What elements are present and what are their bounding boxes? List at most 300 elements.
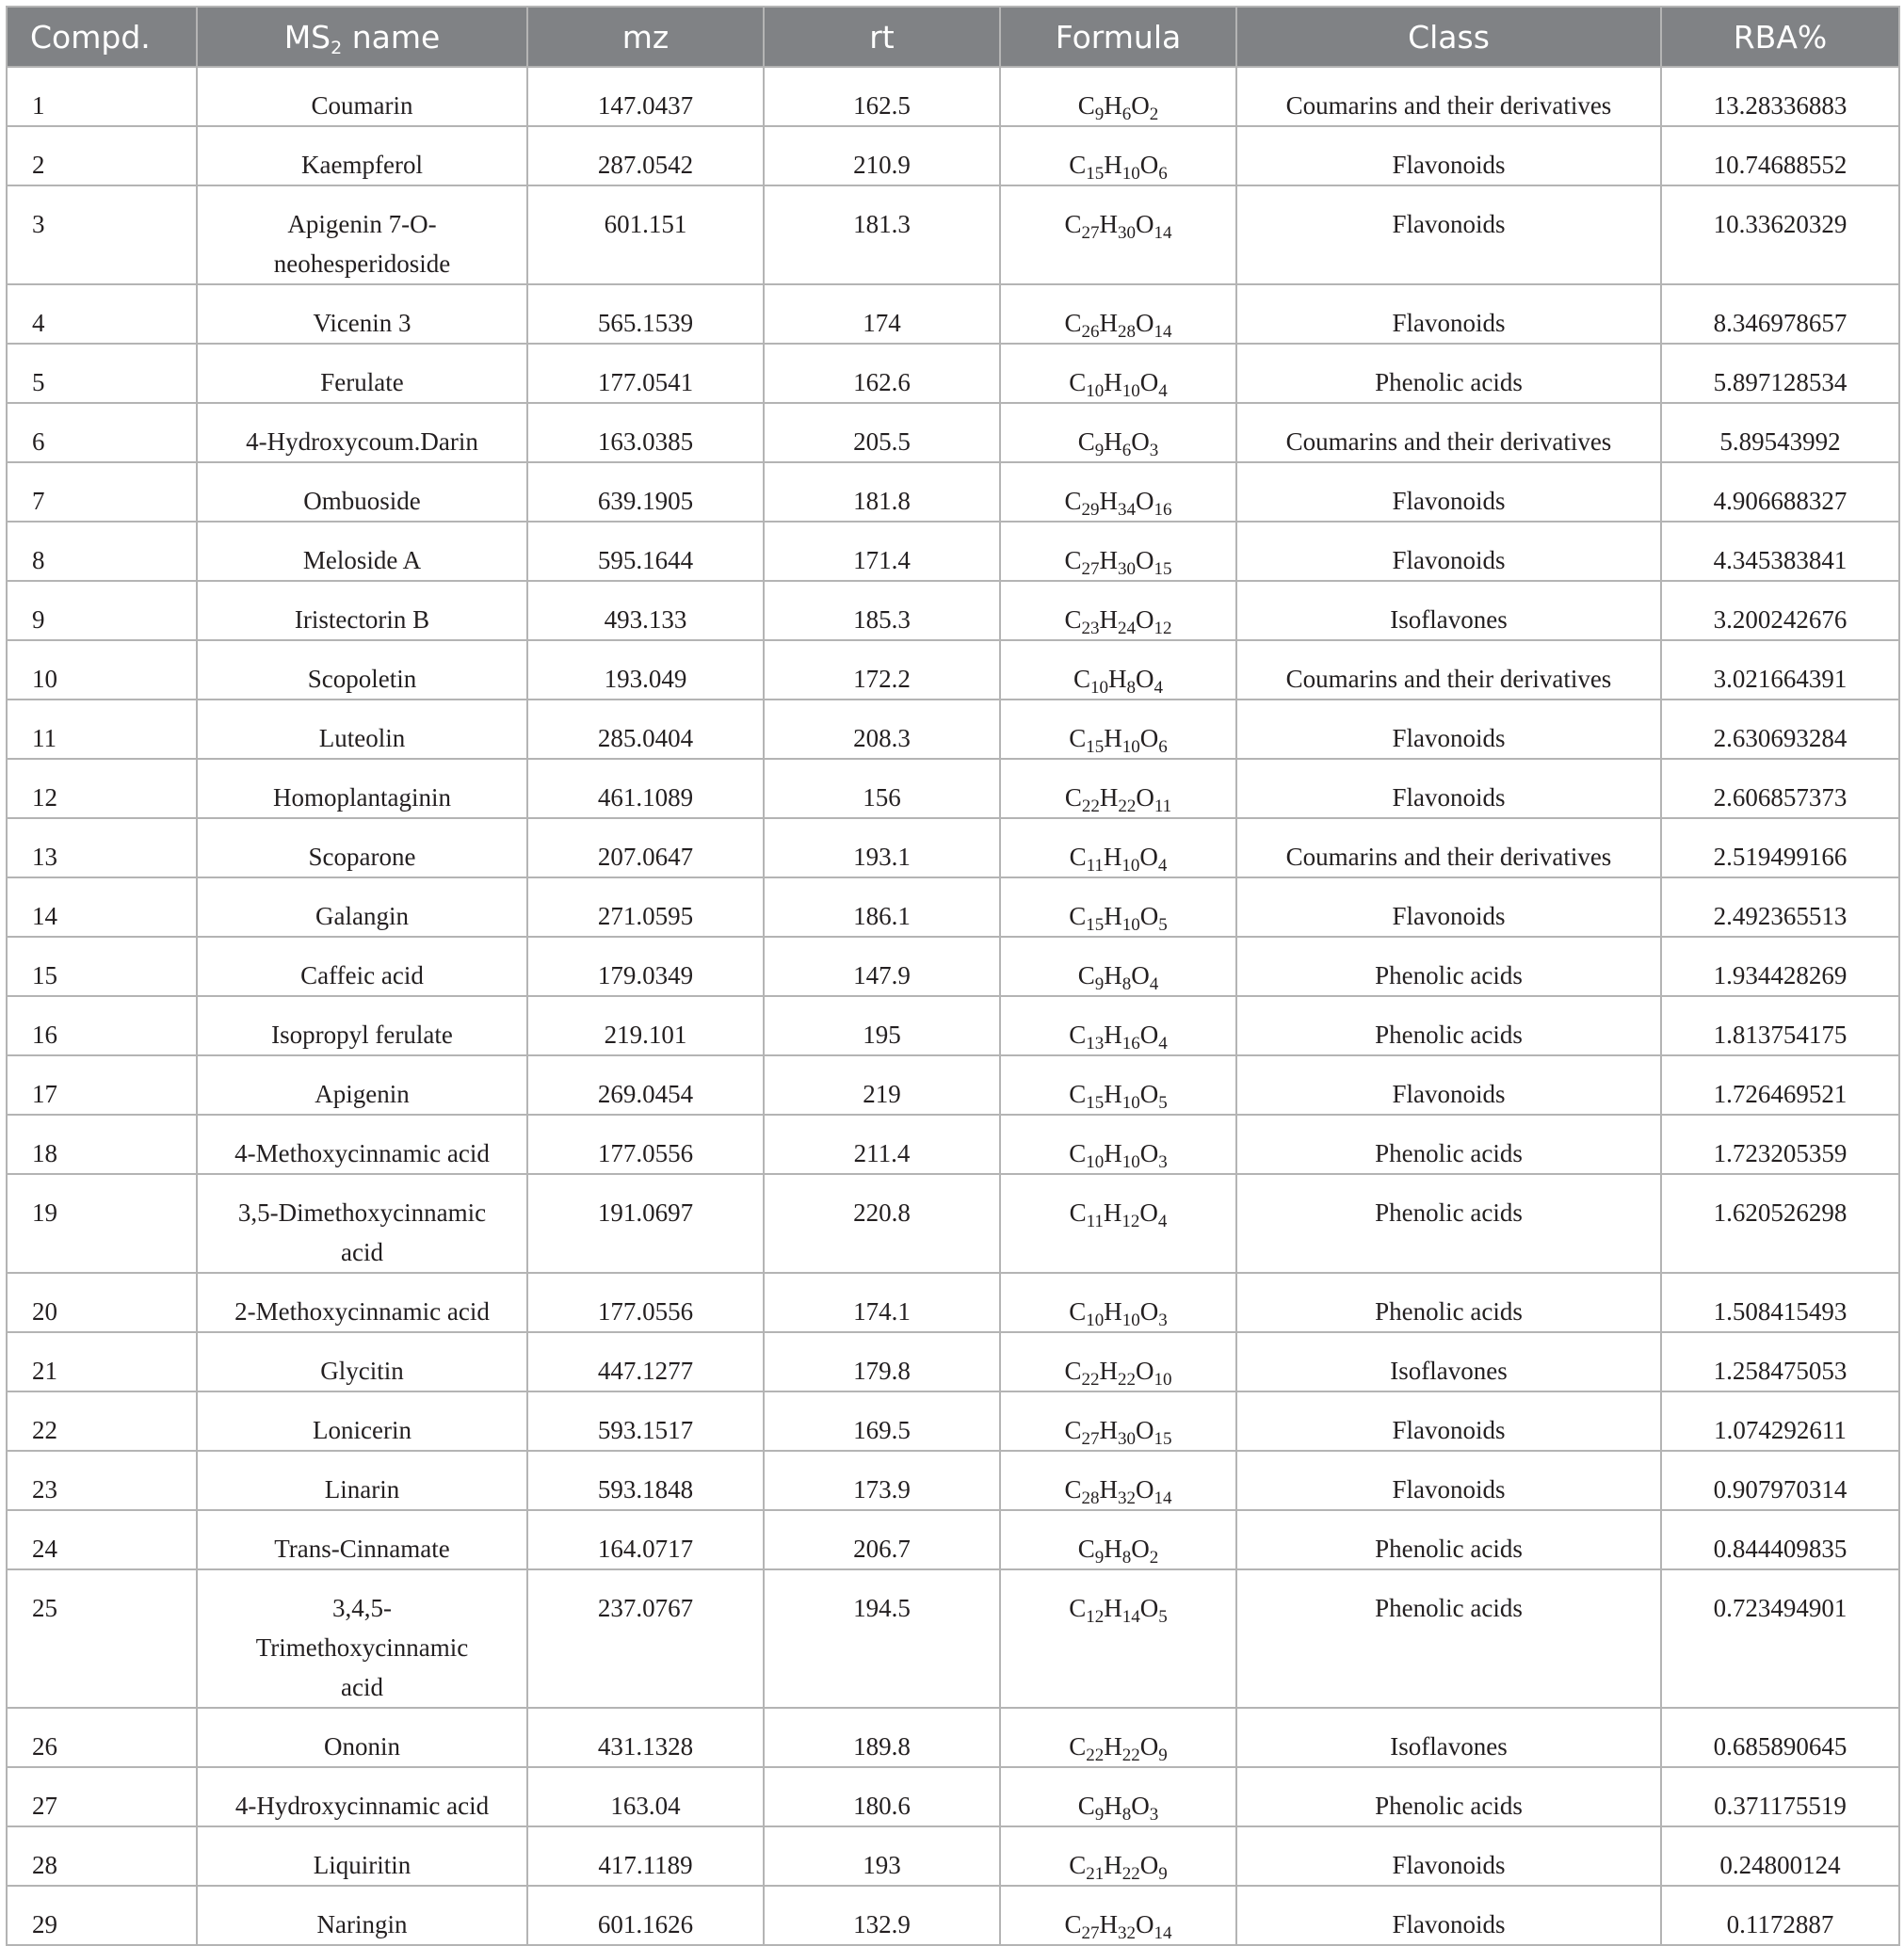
cell-mz: 417.1189: [527, 1826, 764, 1886]
formula-element: O: [1131, 91, 1150, 120]
formula-element: O: [1139, 724, 1159, 752]
cell-formula: [1000, 1451, 1236, 1510]
formula-count: 27: [1081, 223, 1100, 243]
table-row: [7, 1391, 1899, 1451]
formula-element: H: [1104, 1535, 1122, 1563]
cell-class: Phenolic acids: [1236, 1174, 1661, 1273]
cell-class: Phenolic acids: [1236, 996, 1661, 1055]
formula-count: 12: [1154, 619, 1172, 638]
formula-count: 12: [1121, 1212, 1140, 1231]
header-ms2-subscript: 2: [331, 37, 343, 58]
cell-name: 4-Methoxycinnamic acid: [197, 1115, 527, 1174]
cell-formula: [1000, 1391, 1236, 1451]
cell-name: Liquiritin: [197, 1826, 527, 1886]
formula-element: O: [1136, 546, 1154, 574]
cell-mz: 177.0556: [527, 1273, 764, 1332]
cell-name: Meloside A: [197, 522, 527, 581]
cell-mz: 601.1626: [527, 1886, 764, 1945]
cell-compd: 4: [7, 284, 197, 344]
formula-element: H: [1099, 783, 1119, 812]
formula-count: 6: [1158, 164, 1168, 184]
table-row: [7, 640, 1899, 700]
cell-compd: 13: [7, 818, 197, 877]
cell-name: Linarin: [197, 1451, 527, 1510]
cell-mz: 269.0454: [527, 1055, 764, 1115]
formula-element: C: [1069, 1851, 1087, 1879]
formula-count: 9: [1094, 1548, 1105, 1568]
formula-count: 10: [1086, 1311, 1105, 1330]
cell-name: Caffeic acid: [197, 937, 527, 996]
table-row: [7, 403, 1899, 462]
cell-name: Ononin: [197, 1708, 527, 1767]
cell-compd: 1: [7, 67, 197, 126]
cell-mz: 237.0767: [527, 1569, 764, 1708]
formula-element: C: [1077, 961, 1095, 989]
cell-name: Vicenin 3: [197, 284, 527, 344]
cell-mz: 447.1277: [527, 1332, 764, 1391]
cell-class: Isoflavones: [1236, 1708, 1661, 1767]
cell-compd: 2: [7, 126, 197, 185]
cell-formula: [1000, 700, 1236, 759]
table-row: [7, 1569, 1899, 1708]
cell-class: Coumarins and their derivatives: [1236, 67, 1661, 126]
cell-rba: 2.519499166: [1661, 818, 1899, 877]
table-body: [7, 67, 1899, 1945]
table-row: [7, 1273, 1899, 1332]
formula-element: O: [1131, 1535, 1150, 1563]
cell-formula: [1000, 1569, 1236, 1708]
formula-count: 9: [1094, 1805, 1105, 1825]
cell-compd: 14: [7, 877, 197, 937]
formula-element: O: [1139, 1021, 1159, 1049]
table-row: [7, 284, 1899, 344]
cell-name: Scoparone: [197, 818, 527, 877]
cell-mz: 593.1848: [527, 1451, 764, 1510]
cell-rba: 0.844409835: [1661, 1510, 1899, 1569]
cell-rt: 181.8: [764, 462, 1000, 522]
cell-name: Isopropyl ferulate: [197, 996, 527, 1055]
formula-count: 10: [1086, 1152, 1105, 1172]
cell-rba: 3.200242676: [1661, 581, 1899, 640]
cell-rt: 210.9: [764, 126, 1000, 185]
table-row: [7, 522, 1899, 581]
cell-compd: 24: [7, 1510, 197, 1569]
formula-element: H: [1099, 1357, 1118, 1385]
cell-compd: 11: [7, 700, 197, 759]
cell-name: Apigenin 7-O-neohesperidoside: [197, 185, 527, 284]
formula-element: H: [1099, 487, 1118, 515]
formula-count: 10: [1121, 856, 1140, 876]
cell-class: Phenolic acids: [1236, 1115, 1661, 1174]
cell-rt: 189.8: [764, 1708, 1000, 1767]
cell-mz: 593.1517: [527, 1391, 764, 1451]
table-row: [7, 126, 1899, 185]
formula-count: 10: [1121, 1093, 1140, 1113]
formula-count: 14: [1154, 1923, 1172, 1943]
cell-name: Homoplantaginin: [197, 759, 527, 818]
cell-rba: 0.685890645: [1661, 1708, 1899, 1767]
formula-element: H: [1104, 1594, 1122, 1622]
table-row: [7, 937, 1899, 996]
cell-class: Phenolic acids: [1236, 1273, 1661, 1332]
formula-element: C: [1069, 1021, 1087, 1049]
cell-mz: 207.0647: [527, 818, 764, 877]
cell-rt: 181.3: [764, 185, 1000, 284]
formula-element: O: [1136, 487, 1154, 515]
table-row: [7, 1451, 1899, 1510]
formula-element: H: [1099, 1910, 1118, 1938]
formula-element: H: [1104, 427, 1122, 456]
cell-class: Flavonoids: [1236, 522, 1661, 581]
cell-compd: 10: [7, 640, 197, 700]
cell-rt: 219: [764, 1055, 1000, 1115]
formula-count: 6: [1158, 737, 1168, 757]
formula-count: 3: [1158, 1311, 1168, 1330]
formula-count: 10: [1121, 737, 1140, 757]
formula-element: H: [1099, 546, 1118, 574]
table-row: [7, 185, 1899, 284]
cell-rba: 1.813754175: [1661, 996, 1899, 1055]
cell-rt: 220.8: [764, 1174, 1000, 1273]
cell-mz: 601.151: [527, 185, 764, 284]
cell-class: Phenolic acids: [1236, 1767, 1661, 1826]
cell-formula: [1000, 344, 1236, 403]
cell-rt: 147.9: [764, 937, 1000, 996]
cell-class: Flavonoids: [1236, 759, 1661, 818]
cell-formula: [1000, 522, 1236, 581]
formula-count: 14: [1154, 322, 1172, 342]
table-row: [7, 1826, 1899, 1886]
formula-count: 34: [1118, 500, 1136, 520]
cell-name: Glycitin: [197, 1332, 527, 1391]
cell-class: Coumarins and their derivatives: [1236, 818, 1661, 877]
cell-rt: 186.1: [764, 877, 1000, 937]
formula-element: C: [1064, 605, 1082, 634]
formula-count: 12: [1086, 1607, 1105, 1627]
formula-count: 5: [1158, 1607, 1168, 1627]
cell-formula: [1000, 937, 1236, 996]
formula-element: H: [1099, 309, 1118, 337]
cell-rt: 132.9: [764, 1886, 1000, 1945]
cell-compd: 23: [7, 1451, 197, 1510]
formula-element: C: [1077, 427, 1095, 456]
cell-rba: 0.24800124: [1661, 1826, 1899, 1886]
formula-count: 22: [1086, 1745, 1105, 1765]
cell-mz: 219.101: [527, 996, 764, 1055]
header-mz: mz: [527, 7, 764, 67]
formula-element: C: [1069, 1080, 1087, 1108]
formula-count: 6: [1121, 105, 1132, 124]
cell-compd: 17: [7, 1055, 197, 1115]
cell-rba: 5.89543992: [1661, 403, 1899, 462]
formula-count: 10: [1086, 381, 1105, 401]
cell-compd: 16: [7, 996, 197, 1055]
formula-element: H: [1104, 1139, 1122, 1167]
formula-element: H: [1103, 843, 1122, 871]
cell-rt: 172.2: [764, 640, 1000, 700]
cell-name: 4-Hydroxycoum.Darin: [197, 403, 527, 462]
cell-formula: [1000, 877, 1236, 937]
cell-mz: 164.0717: [527, 1510, 764, 1569]
cell-class: Isoflavones: [1236, 1332, 1661, 1391]
cell-name: Scopoletin: [197, 640, 527, 700]
formula-element: O: [1136, 783, 1154, 812]
formula-count: 27: [1081, 1923, 1100, 1943]
formula-count: 21: [1086, 1864, 1105, 1884]
cell-compd: 19: [7, 1174, 197, 1273]
formula-element: H: [1104, 902, 1122, 930]
formula-count: 14: [1154, 223, 1172, 243]
cell-class: Flavonoids: [1236, 1886, 1661, 1945]
cell-formula: [1000, 284, 1236, 344]
cell-rba: 0.371175519: [1661, 1767, 1899, 1826]
cell-rba: 4.345383841: [1661, 522, 1899, 581]
cell-rba: 1.074292611: [1661, 1391, 1899, 1451]
cell-name: Galangin: [197, 877, 527, 937]
cell-mz: 193.049: [527, 640, 764, 700]
cell-rt: 193.1: [764, 818, 1000, 877]
cell-name: Ombuoside: [197, 462, 527, 522]
formula-count: 28: [1081, 1488, 1100, 1508]
cell-rt: 211.4: [764, 1115, 1000, 1174]
formula-count: 14: [1121, 1607, 1140, 1627]
cell-compd: 26: [7, 1708, 197, 1767]
formula-count: 22: [1081, 1370, 1100, 1390]
cell-rt: 180.6: [764, 1767, 1000, 1826]
cell-rba: 0.723494901: [1661, 1569, 1899, 1708]
formula-element: H: [1103, 1198, 1122, 1227]
formula-element: O: [1139, 843, 1158, 871]
formula-element: C: [1077, 1535, 1095, 1563]
formula-element: C: [1064, 487, 1082, 515]
formula-element: O: [1136, 605, 1154, 634]
table-row: [7, 1767, 1899, 1826]
cell-class: Coumarins and their derivatives: [1236, 403, 1661, 462]
formula-element: H: [1099, 1475, 1118, 1504]
cell-rba: 3.021664391: [1661, 640, 1899, 700]
formula-count: 4: [1158, 1034, 1168, 1053]
cell-mz: 565.1539: [527, 284, 764, 344]
cell-compd: 25: [7, 1569, 197, 1708]
formula-element: O: [1139, 1139, 1159, 1167]
cell-formula: [1000, 581, 1236, 640]
formula-count: 15: [1086, 164, 1105, 184]
cell-compd: 15: [7, 937, 197, 996]
cell-mz: 179.0349: [527, 937, 764, 996]
cell-name: Iristectorin B: [197, 581, 527, 640]
header-ms2-main: MS: [283, 18, 331, 56]
formula-element: C: [1064, 546, 1082, 574]
table-row: [7, 344, 1899, 403]
cell-compd: 27: [7, 1767, 197, 1826]
formula-element: O: [1139, 1851, 1159, 1879]
formula-element: C: [1069, 724, 1087, 752]
formula-element: O: [1136, 1357, 1154, 1385]
formula-element: O: [1136, 1910, 1154, 1938]
header-rt: rt: [764, 7, 1000, 67]
formula-element: O: [1139, 1732, 1159, 1761]
compound-table: [6, 6, 1900, 1946]
formula-element: C: [1069, 843, 1087, 871]
cell-compd: 6: [7, 403, 197, 462]
formula-count: 10: [1121, 1311, 1140, 1330]
formula-count: 27: [1081, 1429, 1100, 1449]
table-row: [7, 1886, 1899, 1945]
formula-element: O: [1131, 427, 1150, 456]
formula-count: 10: [1121, 164, 1140, 184]
formula-count: 2: [1149, 105, 1159, 124]
formula-element: O: [1139, 1080, 1159, 1108]
cell-rt: 193: [764, 1826, 1000, 1886]
header-formula: Formula: [1000, 7, 1236, 67]
cell-compd: 12: [7, 759, 197, 818]
formula-count: 16: [1121, 1034, 1140, 1053]
table-row: [7, 462, 1899, 522]
formula-count: 8: [1121, 1548, 1132, 1568]
formula-count: 29: [1081, 500, 1100, 520]
cell-rt: 195: [764, 996, 1000, 1055]
cell-name: 3,4,5-Trimethoxycinnamic acid: [197, 1569, 527, 1708]
cell-formula: [1000, 1332, 1236, 1391]
cell-rt: 171.4: [764, 522, 1000, 581]
cell-rba: 10.33620329: [1661, 185, 1899, 284]
cell-class: Coumarins and their derivatives: [1236, 640, 1661, 700]
cell-rba: 1.723205359: [1661, 1115, 1899, 1174]
formula-element: O: [1136, 210, 1154, 238]
cell-rt: 194.5: [764, 1569, 1000, 1708]
formula-element: H: [1108, 665, 1127, 693]
cell-name: 3,5-Dimethoxycinnamic acid: [197, 1174, 527, 1273]
cell-compd: 29: [7, 1886, 197, 1945]
cell-formula: [1000, 759, 1236, 818]
cell-formula: [1000, 1115, 1236, 1174]
formula-count: 10: [1121, 1152, 1140, 1172]
formula-count: 11: [1086, 856, 1104, 876]
cell-mz: 163.0385: [527, 403, 764, 462]
formula-count: 32: [1118, 1488, 1136, 1508]
formula-element: O: [1139, 1297, 1159, 1326]
cell-rt: 162.6: [764, 344, 1000, 403]
cell-mz: 177.0556: [527, 1115, 764, 1174]
formula-count: 9: [1094, 441, 1105, 460]
cell-rt: 156: [764, 759, 1000, 818]
cell-rt: 208.3: [764, 700, 1000, 759]
cell-compd: 18: [7, 1115, 197, 1174]
cell-mz: 163.04: [527, 1767, 764, 1826]
header-class: Class: [1236, 7, 1661, 67]
cell-rba: 1.508415493: [1661, 1273, 1899, 1332]
formula-element: H: [1104, 151, 1122, 179]
cell-class: Flavonoids: [1236, 877, 1661, 937]
cell-mz: 191.0697: [527, 1174, 764, 1273]
formula-count: 5: [1158, 1093, 1168, 1113]
cell-formula: [1000, 640, 1236, 700]
table-row: [7, 67, 1899, 126]
formula-count: 14: [1154, 1488, 1172, 1508]
cell-rt: 173.9: [764, 1451, 1000, 1510]
formula-count: 16: [1154, 500, 1172, 520]
formula-element: O: [1131, 961, 1150, 989]
formula-count: 10: [1090, 678, 1108, 698]
formula-element: C: [1069, 151, 1087, 179]
formula-count: 4: [1149, 974, 1159, 994]
cell-name: Luteolin: [197, 700, 527, 759]
formula-element: C: [1064, 1475, 1082, 1504]
formula-count: 30: [1118, 559, 1136, 579]
cell-formula: [1000, 1767, 1236, 1826]
cell-rba: 1.620526298: [1661, 1174, 1899, 1273]
table-row: [7, 996, 1899, 1055]
formula-element: C: [1069, 1732, 1087, 1761]
table-row: [7, 581, 1899, 640]
cell-rba: 13.28336883: [1661, 67, 1899, 126]
cell-rba: 1.726469521: [1661, 1055, 1899, 1115]
formula-element: C: [1064, 1416, 1082, 1444]
cell-name: Naringin: [197, 1886, 527, 1945]
formula-count: 10: [1154, 1370, 1172, 1390]
table-row: [7, 1510, 1899, 1569]
formula-count: 22: [1081, 796, 1100, 816]
cell-rba: 8.346978657: [1661, 284, 1899, 344]
formula-element: C: [1069, 1139, 1087, 1167]
formula-count: 23: [1081, 619, 1100, 638]
cell-mz: 147.0437: [527, 67, 764, 126]
formula-count: 11: [1154, 796, 1172, 816]
formula-element: H: [1099, 1416, 1118, 1444]
formula-count: 9: [1158, 1864, 1168, 1884]
formula-count: 3: [1158, 1152, 1168, 1172]
header-ms2-tail: name: [342, 18, 441, 56]
formula-element: O: [1139, 151, 1159, 179]
formula-count: 5: [1158, 915, 1168, 935]
formula-count: 10: [1121, 915, 1140, 935]
formula-element: O: [1136, 1475, 1154, 1504]
cell-rba: 4.906688327: [1661, 462, 1899, 522]
cell-name: 4-Hydroxycinnamic acid: [197, 1767, 527, 1826]
cell-compd: 20: [7, 1273, 197, 1332]
formula-element: O: [1139, 1198, 1158, 1227]
cell-rba: 10.74688552: [1661, 126, 1899, 185]
formula-count: 24: [1118, 619, 1136, 638]
formula-element: H: [1099, 605, 1118, 634]
cell-name: Coumarin: [197, 67, 527, 126]
cell-rt: 205.5: [764, 403, 1000, 462]
cell-mz: 285.0404: [527, 700, 764, 759]
formula-count: 30: [1118, 223, 1136, 243]
formula-element: H: [1104, 1851, 1122, 1879]
formula-count: 3: [1149, 441, 1159, 460]
table-row: [7, 759, 1899, 818]
formula-element: C: [1077, 91, 1095, 120]
table-row: [7, 1708, 1899, 1767]
formula-element: O: [1139, 902, 1159, 930]
formula-count: 8: [1126, 678, 1136, 698]
formula-element: H: [1104, 961, 1122, 989]
formula-count: 32: [1118, 1923, 1136, 1943]
cell-mz: 271.0595: [527, 877, 764, 937]
formula-count: 22: [1121, 1864, 1140, 1884]
formula-element: C: [1064, 783, 1082, 812]
cell-formula: [1000, 1055, 1236, 1115]
cell-class: Flavonoids: [1236, 126, 1661, 185]
cell-rt: 206.7: [764, 1510, 1000, 1569]
formula-element: O: [1136, 665, 1154, 693]
data-table-container: [6, 6, 1898, 1946]
formula-count: 8: [1121, 974, 1132, 994]
formula-count: 10: [1121, 381, 1140, 401]
formula-count: 4: [1157, 856, 1168, 876]
cell-name: Trans-Cinnamate: [197, 1510, 527, 1569]
